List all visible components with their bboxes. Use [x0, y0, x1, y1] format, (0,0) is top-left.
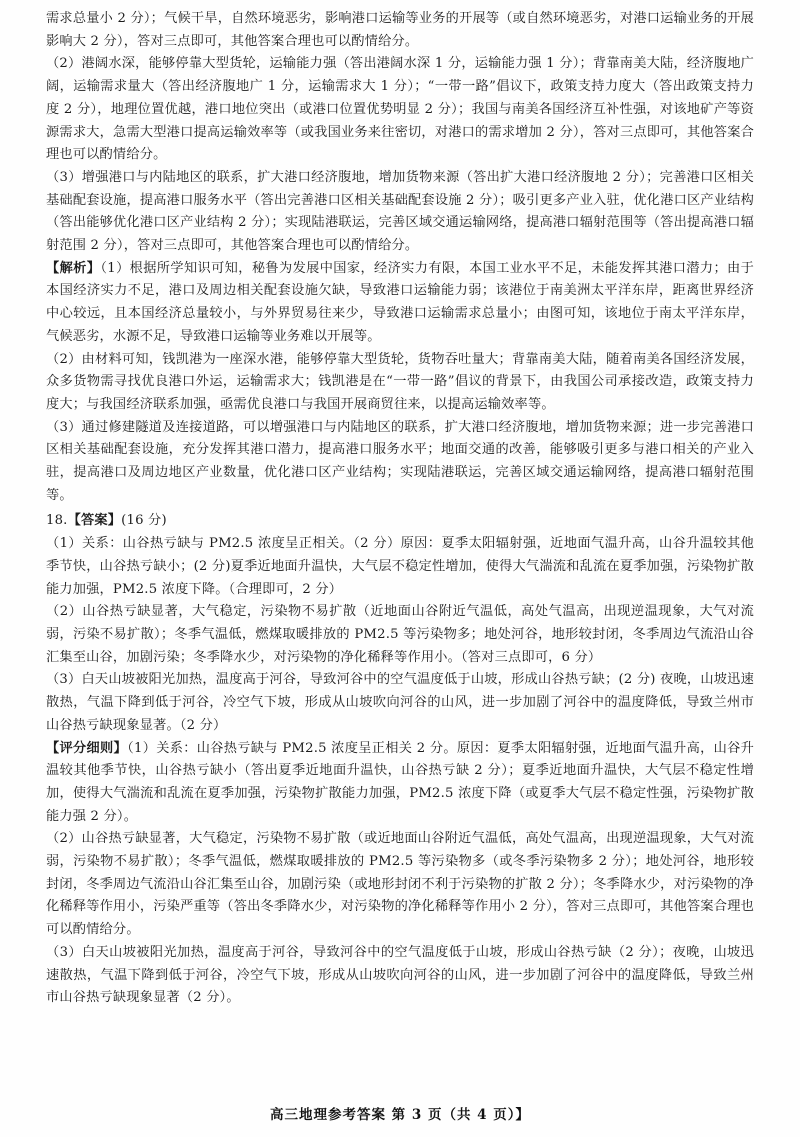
item-18-answer-3: （3）白天山坡被阳光加热，温度高于河谷，导致河谷中的空气温度低于山坡，形成山谷热亏缺；(2 分) 夜晚，山坡迅速散热，气温下降到低于河谷，冷空气下坡，形成从山坡吹向河谷的山风，进一步加剧了河谷中的温度降低，导致兰州市山谷热亏缺现象显著。（2 分） — [46, 672, 754, 733]
paragraph-q3: （3）增强港口与内陆地区的联系，扩大港口经济腹地，增加货物来源（答出扩大港口经济腹地 2 分）；完善港口区相关基础配套设施，提高港口服务水平（答出完善港口区相关基础配套设施 2 分）；吸引更多产业入驻，优化港口区产业结构（答出能够优化港口区产业结构 2 分）；实现陆港联运，完善区域交通运输网络，提高港口辐射范围等（答出提高港口辐射范围 2 分），答对三点即可，其他答案合理也可以酌情给分。 — [46, 169, 754, 254]
analysis-text-1: （1）根据所学知识可知，秘鲁为发展中国家，经济实力有限，本国工业水平不足，未能发挥其港口潜力；由于本国经济实力不足，港口及周边相关配套设施欠缺，导致港口运输能力弱；该港位于南美洲太平洋东岸，距离世界经济中心较远，且本国经济总量较小，与外界贸易往来少，导致港口运输需求总量小；由图可知，该地位于南太平洋东岸，气候恶劣，水源不足，导致港口运输等业务难以开展等。 — [46, 260, 754, 344]
analysis-label: 【解析】 — [46, 260, 101, 276]
rubric-paragraph-2: （2）山谷热亏缺显著，大气稳定，污染物不易扩散（或近地面山谷附近气温低，高处气温高，出现逆温现象，大气对流弱，污染物不易扩散）；冬季气温低，燃煤取暖排放的 PM2.5 等污染物多（或冬季污染物多 2 分）；地处河谷，地形较封闭，冬季周边气流沿山谷汇集至山谷，加剧污染（或地形封闭不利于污染物的扩散 2 分）；冬季降水少，对污染物的净化稀释等作用小，污染严重等（答出冬季降水少，对污染物的净化稀释等作用小 2 分），答对三点即可，其他答案合理也可以酌情给分。 — [46, 831, 754, 938]
item-18-answer-1: （1）关系：山谷热亏缺与 PM2.5 浓度呈正相关。（2 分）原因：夏季太阳辐射强，近地面气温升高，山谷升温较其他季节快，山谷热亏缺小；(2 分)夏季近地面升温快，大气层不稳定性增加，使得大气湍流和乱流在夏季加强，污染物扩散能力加强，PM2.5 浓度下降。（合理即可，2 分） — [46, 536, 754, 597]
rubric-paragraph-3: （3）白天山坡被阳光加热，温度高于河谷，导致河谷中的空气温度低于山坡，形成山谷热亏缺（2 分）；夜晚，山坡迅速散热，气温下降到低于河谷，冷空气下坡，形成从山坡吹向河谷的山风，进一步加剧了河谷中的温度降低，导致兰州市山谷热亏缺现象显著（2 分）。 — [46, 944, 754, 1006]
document-body — [46, 8, 754, 1010]
paragraph-continued-q1: 需求总量小 2 分）；气候干旱，自然环境恶劣，影响港口运输等业务的开展等（或自然环境恶劣，对港口运输业务的开展影响大 2 分），答对三点即可，其他答案合理也可以酌情给分。 — [46, 11, 754, 49]
footer-page-number: 第 3 页（共 4 页）】 — [391, 1107, 531, 1123]
rubric-paragraph-1 — [46, 738, 754, 829]
page-footer — [0, 1103, 800, 1123]
analysis-paragraph-3: （3）通过修建隧道及连接道路，可以增强港口与内陆地区的联系，扩大港口经济腹地，增加货物来源；进一步完善港口区相关基础配套设施，充分发挥其港口潜力，提高港口服务水平；地面交通的改善，能够吸引更多与港口相关的产业入驻，提高港口及周边地区产业数量，优化港口区产业结构；实现陆港联运，完善区域交通运输网络，提高港口辐射范围等。 — [46, 419, 754, 503]
footer-title: 高三地理参考答案 — [269, 1107, 386, 1123]
rubric-text-1: （1）关系：山谷热亏缺与 PM2.5 浓度呈正相关 2 分。原因：夏季太阳辐射强，近地面气温升高，山谷升温较其他季节快，山谷热亏缺小（答出夏季近地面升温快，山谷热亏缺 2 分）；夏季近地面升温快，大气层不稳定性增加，使得大气湍流和乱流在夏季加强，污染物扩散能力加强，PM2.5 浓度下降（或夏季大气层不稳定性强，污染物扩散能力强 2 分）。 — [46, 740, 755, 824]
rubric-label: 【评分细则】 — [46, 740, 128, 756]
analysis-paragraph-1 — [46, 258, 754, 349]
item-18-answer-2: （2）山谷热亏缺显著，大气稳定，污染物不易扩散（近地面山谷附近气温低，高处气温高，出现逆温现象，大气对流弱，污染不易扩散）；冬季气温低，燃煤取暖排放的 PM2.5 等污染物多；地处河谷，地形较封闭，冬季周边气流沿山谷汇集至山谷，加剧污染；冬季降水少，对污染物的净化稀释等作用小。（答对三点即可，6 分） — [46, 604, 754, 665]
item-18-header — [46, 510, 754, 533]
item-18-score: (16 分) — [121, 513, 167, 529]
paragraph-q2: （2）港阔水深，能够停靠大型货轮，运输能力强（答出港阔水深 1 分，运输能力强 1 分）；背靠南美大陆，经济腹地广阔，运输需求量大（答出经济腹地广 1 分，运输需求大 1 分）；“一带一路”倡议下，政策支持力度大（答出政策支持力度 2 分），地理位置优越，港口地位突出（或港口位置优势明显 2 分）；我国与南美各国经济互补性强，对该地矿产等资源需求大，急需大型港口提高运输效率等（或我国业务来往密切，对港口的需求增加 2 分），答对三点即可，其他答案合理也可以酌情给分。 — [46, 56, 754, 163]
item-18-number: 18. — [46, 513, 68, 529]
analysis-paragraph-2: （2）由材料可知，钱凯港为一座深水港，能够停靠大型货轮，货物吞吐量大；背靠南美大陆，随着南美各国经济发展，众多货物需寻找优良港口外运，运输需求大；钱凯港是在“一带一路”倡议的背景下，由我国公司承接改造，政策支持力度大；与我国经济联系加强，亟需优良港口与我国开展商贸往来，以提高运输效率等。 — [46, 351, 754, 412]
item-18-answer-label: 【答案】 — [67, 513, 122, 529]
